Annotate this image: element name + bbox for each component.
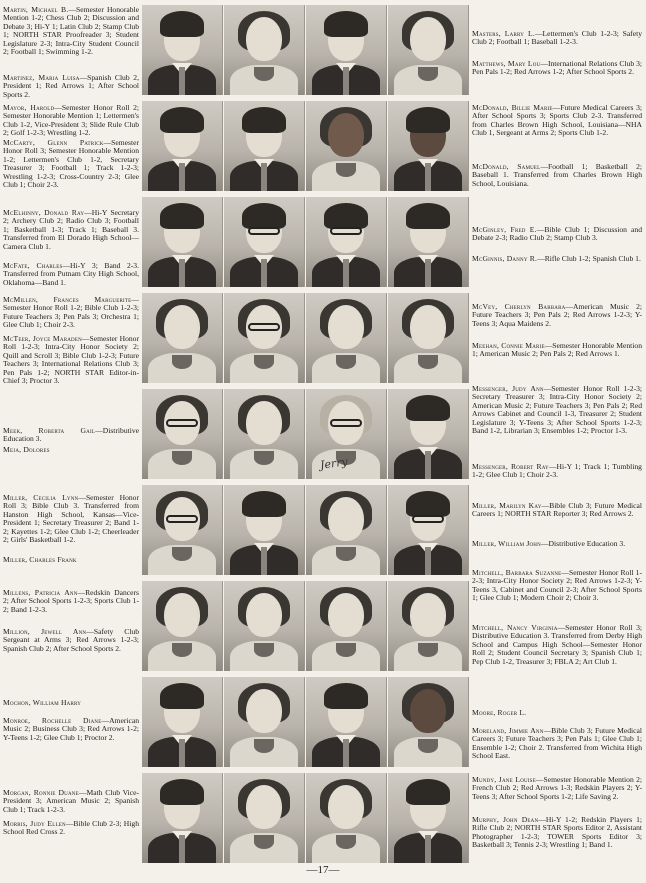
student-entry: Million, Jewell Ann—Safety Club Sergeant at Arms 3; Red Arrows 1-2-3; Spanish Club 2; After School Sports 2. [3, 627, 139, 653]
student-entry: Miller, Cecilia Lynn—Semester Honor Roll 3; Bible Club 3. Transferred from Hanston High School, Kansas—Vice-President 1; Secretary Treasurer 2; Band 1-2; Kayettes 1-2; Glee Club 1-2; Cheerleader 2; Girls' Basketball 1-2. [3, 493, 140, 545]
student-portrait [306, 101, 387, 191]
student-activities: Semester Honor Roll 2; Semester Honorable Mention 1; Lettermen's Club 1-2, Vice-President 3; Slide Rule Club 2; Golf 1-2-3; Wrestling 1-2. [3, 103, 139, 138]
student-name: McFate, Charles [3, 261, 63, 270]
student-entry: McGinnis, Danny R.—Rifle Club 1-2; Spanish Club 1. [472, 254, 641, 263]
student-entry: Monroe, Rochelle Diane—American Music 2; Business Club 3; Red Arrows 1-2; Y-Teens 1-2; Glee Club 1; Proctor 2. [3, 716, 139, 742]
student-name: McTeer, Joyce Maraden [3, 334, 82, 343]
student-activities: Semester Honorable Mention 1; American Music 2; Pen Pals 2; Red Arrows 1. [472, 341, 642, 359]
student-portrait [224, 197, 305, 287]
student-activities: Distributive Education 3. [548, 539, 626, 548]
student-portrait [142, 293, 223, 383]
student-portrait [388, 197, 469, 287]
student-activities: Future Medical Careers 3; After School Sports 3; Sports Club 2-3. Transferred from Charles Brown High School, Louisiana—NHA Club 1, Sergeant at Arms 2; Sports Club 1-2. [472, 103, 643, 138]
student-activities: Bible Club 3; Future Medical Careers 1; NORTH STAR Reporter 3; Red Arrows 2. [472, 501, 642, 519]
student-entry: Martin, Michael B.—Semester Honorable Mention 1-2; Chess Club 2; Discussion and Debate 3; Hi-Y 1; Latin Club 2; Stamp Club 1; NORTH STAR Proofreader 3; Student Legislature 2-3; Intra-City Student Council 2; Football 1; Swimming 1-2. [3, 5, 139, 57]
student-name: McCarty, Glenn Patrick [3, 138, 104, 147]
student-name: Masters, Larry L. [472, 29, 535, 38]
student-entry: McCarty, Glenn Patrick—Semester Honor Roll 3; Semester Honorable Mention 1-2; Lettermen's Club 1-2, Secretary Treasurer 3; Football 1; Track 1-2-3; Wrestling 1-2-3; Cross-Country 2-3; Glee Club 1; Choir 2-3. [3, 138, 139, 190]
student-activities: Semester Honor Roll 3; Distributive Education 3. Transferred from Derby High School and Campus High School—Semester Honor Roll 2; Student Council Secretary 3; Spanish Club 1; Pep Club 1-2, Treasurer 3; FBLA 2; Art Club 1. [472, 623, 642, 666]
portrait-row [142, 389, 468, 481]
student-activities: Bible Club 3; Future Medical Careers 3; Future Teachers 3; Pen Pals 1; Glee Club 1; Ensemble 1-2; Choir 2. Transferred from Wichita High School East. [472, 726, 642, 761]
student-portrait [142, 677, 223, 767]
student-activities: Semester Honor Roll 3; Semester Honorable Mention 1-2; Lettermen's Club 1-2, Secretary Treasurer 3; Football 1; Track 1-2-3; Wrestling 1-2-3; Cross-Country 2-3; Glee Club 1; Choir 2-3. [3, 138, 139, 190]
student-entry: Meek, Roberta Gail—Distributive Education 3. [3, 426, 139, 444]
student-activities: Semester Honor Roll 1-2-3; Intra-City Honor Society 2; Red Arrows 1-2-3; Y-Teens 3, Cabinet and Council 2-3; After School Sports 1; Glee Club 1; Modern Choir 2; Choir 3. [472, 568, 643, 603]
student-portrait [306, 5, 387, 95]
student-portrait [142, 389, 223, 479]
student-activities: Bible Club 1; Discussion and Debate 2-3; Radio Club 2; Stamp Club 3. [472, 225, 643, 243]
student-name: Millens, Patricia Ann [3, 588, 78, 597]
student-portrait [388, 5, 469, 95]
student-activities: Football 1; Basketball 2; Baseball 1. Transferred from Charles Brown High School, Louisiana. [472, 162, 642, 188]
student-name: Martin, Michael B. [3, 5, 69, 14]
student-portrait [142, 773, 223, 863]
student-portrait [388, 293, 469, 383]
portrait-row [142, 5, 468, 97]
portrait-row [142, 773, 468, 865]
student-entry: Morgan, Ronnie Duane—Math Club Vice-President 3; American Music 2; Spanish Club 1; Track 1-2-3. [3, 788, 139, 814]
student-name: Matthews, Mary Lou [472, 59, 541, 68]
student-name: McGinnis, Danny R. [472, 254, 538, 263]
student-name: Morris, Judy Ellen [3, 819, 66, 828]
student-portrait [224, 101, 305, 191]
student-name: Monroe, Rochelle Diane [3, 716, 102, 725]
student-name: Moreland, Jimmie Ann [472, 726, 544, 735]
student-entry: McFate, Charles—Hi-Y 3; Band 2-3. Transferred from Putnam City High School, Oklahoma—Band 1. [3, 261, 139, 287]
student-activities: American Music 2; Business Club 3; Red Arrows 1-2; Y-Teens 1-2; Glee Club 1; Proctor 2. [3, 716, 139, 742]
student-activities: Math Club Vice-President 3; American Music 2; Spanish Club 1; Track 1-2-3. [3, 788, 139, 814]
portrait-row [142, 485, 468, 577]
student-name: Mitchell, Barbara Suzanne [472, 568, 562, 577]
student-activities: Hi-Y 1-2; Redskin Players 1; Rifle Club 2; NORTH STAR Sports Editor 2, Assistant Photographer 1-2-3; TOWER Sports Editor 3; Basketball 3; Tennis 2-3; Wrestling 1; Band 1. [472, 815, 642, 850]
student-entry: Morris, Judy Ellen—Bible Club 2-3; High School Red Cross 2. [3, 819, 139, 837]
student-name: Messenger, Judy Ann [472, 384, 544, 393]
student-entry [3, 556, 139, 564]
student-name: McVey, Cherlyn Barbara [472, 302, 566, 311]
student-entry: McTeer, Joyce Maraden—Semester Honor Roll 1-2-3; Intra-City Honor Society 2; Quill and Scroll 3; Bible Club 1-2-3; Future Teachers 3; International Relations Club 3; Pen Pals 1-2; NORTH STAR Editor-in-Chief 3; Proctor 3. [3, 334, 140, 386]
student-portrait [142, 101, 223, 191]
student-portrait [388, 389, 469, 479]
student-activities: Hi-Y Secretary 2; Archery Club 2; Radio Club 3; Football 1; Basketball 1-3; Track 1; Baseball 3. Transferred from El Dorado High School—Camera Club 1. [3, 208, 139, 251]
student-portrait [224, 293, 305, 383]
student-name: Meek, Roberta Gail [3, 426, 96, 435]
student-entry: Messenger, Robert Ray—Hi-Y 1; Track 1; Tumbling 1-2; Glee Club 1; Choir 2-3. [472, 462, 642, 480]
student-activities: Semester Honor Roll 1-2; Bible Club 1-2-3; Future Teachers 3; Pen Pals 3; Orchestra 1; Glee Club 1; Choir 2-3. [3, 303, 139, 330]
handwritten-signature: Jerry [319, 455, 349, 472]
student-name: Miller, William John [472, 539, 541, 548]
student-portrait [388, 581, 469, 671]
student-name: McDonald, Samuel [472, 162, 541, 171]
student-entry: Messenger, Judy Ann—Semester Honor Roll 1-2-3; Secretary Treasurer 3; Intra-City Honor Society 2; American Music 2; Future Teachers 3; Pen Pals 2; Red Arrows Cabinet and Council 1-3, Treasurer 2; Student Legislature 3; Y-Teens 3; After School Sports 1-2-3; Band 1-2, Librarian 3; Ensembles 1-2; Proctor 1-3. [472, 384, 643, 436]
student-entry: Mayor, Harold—Semester Honor Roll 2; Semester Honorable Mention 1; Lettermen's Club 1-2, Vice-President 3; Slide Rule Club 2; Golf 1-2-3; Wrestling 1-2. [3, 103, 139, 138]
portrait-row [142, 197, 468, 289]
portrait-row [142, 677, 468, 769]
student-name: McElhinny, Donald Ray [3, 208, 85, 217]
student-name: Mayor, Harold [3, 103, 55, 112]
student-portrait [306, 197, 387, 287]
student-activities: Hi-Y 1; Track 1; Tumbling 1-2; Glee Club 1; Choir 2-3. [472, 462, 642, 480]
student-name: Million, Jewell Ann [3, 627, 87, 636]
student-name: Miller, Cecilia Lynn [3, 493, 79, 502]
student-activities: Semester Honor Roll 1-2-3; Secretary Treasurer 3; Intra-City Honor Society 2; American Music 2; Future Teachers 3; Pen Pals 2; Red Arrows Cabinet and Council 1-3, Treasurer 2; Student Legislature 3; Y-Teens 3; After School Sports 1-2-3; Band 1-2, Librarian 3; Ensembles 1-2; Proctor 1-3. [472, 384, 643, 436]
student-activities: Spanish Club 2, President 1; Red Arrows 1; After School Sports 2. [3, 73, 140, 99]
student-portrait [224, 5, 305, 95]
student-entry: Meehan, Connie Marie—Semester Honorable Mention 1; American Music 2; Pen Pals 2; Red Arrows 1. [472, 341, 642, 359]
student-activities: Semester Honorable Mention 1-2; Chess Club 2; Discussion and Debate 3; Hi-Y 1; Latin Club 2; Stamp Club 1; NORTH STAR Proofreader 3; Student Legislature 2-3; Intra-City Student Council 2; Football 1; Swimming 1-2. [3, 5, 139, 57]
student-activities: Redskin Dancers 2; After School Sports 1-2-3; Sports Club 1-2; Band 1-2-3. [3, 588, 139, 614]
student-activities: Hi-Y 3; Band 2-3. Transferred from Putnam City High School, Oklahoma—Band 1. [3, 261, 139, 287]
student-entry: McElhinny, Donald Ray—Hi-Y Secretary 2; Archery Club 2; Radio Club 3; Football 1; Basketball 1-3; Track 1; Baseball 3. Transferred from El Dorado High School—Camera Club 1. [3, 208, 139, 251]
student-portrait [306, 293, 387, 383]
student-entry: Matthews, Mary Lou—International Relations Club 3; Pen Pals 1-2; Red Arrows 1-2; After School Sports 2. [472, 59, 642, 77]
student-entry: Miller, Marilyn Kay—Bible Club 3; Future Medical Careers 1; NORTH STAR Reporter 3; Red Arrows 2. [472, 501, 642, 519]
student-portrait [224, 677, 305, 767]
student-entry: Murphy, John Dean—Hi-Y 1-2; Redskin Players 1; Rifle Club 2; NORTH STAR Sports Editor 2, Assistant Photographer 1-2-3; TOWER Sports Editor 3; Basketball 3; Tennis 2-3; Wrestling 1; Band 1. [472, 815, 642, 850]
student-entry: McDonald, Samuel—Football 1; Basketball 2; Baseball 1. Transferred from Charles Brown High School, Louisiana. [472, 162, 642, 188]
student-name: Meja, Dolores [3, 445, 50, 454]
portrait-grid [142, 5, 468, 863]
student-portrait [224, 581, 305, 671]
student-activities: Semester Honor Roll 1-2-3; Intra-City Honor Society 2; Quill and Scroll 3; Bible Club 1-2-3; Future Teachers 3; International Relations Club 3; Pen Pals 1-2; NORTH STAR Editor-in-Chief 3; Proctor 3. [3, 334, 140, 386]
student-activities: International Relations Club 3; Pen Pals 1-2; Red Arrows 1-2; After School Sports 2. [472, 59, 642, 77]
student-entry: Mundy, Jane Louise—Semester Honorable Mention 2; French Club 2; Red Arrows 1-3; Redskin Players 2; Y-Teens 3; After School Sports 1-2; Life Saving 2. [472, 775, 642, 801]
student-name: Mitchell, Nancy Virginia [472, 623, 558, 632]
student-entry: Millens, Patricia Ann—Redskin Dancers 2; After School Sports 1-2-3; Sports Club 1-2; Band 1-2-3. [3, 588, 139, 614]
student-activities: American Music 2; Future Teachers 3; Pen Pals 2; Red Arrows 1-2-3; Y-Teens 3; Aqua Maidens 2. [472, 302, 642, 328]
student-portrait [388, 773, 469, 863]
student-activities: Bible Club 2-3; High School Red Cross 2. [3, 819, 139, 837]
student-name: Moore, Roger L. [472, 708, 527, 717]
student-name: McDonald, Billie Marie [472, 103, 553, 112]
student-entry [3, 446, 139, 454]
student-name: Messenger, Robert Ray [472, 462, 549, 471]
student-entry: Masters, Larry L.—Lettermen's Club 1-2-3; Safety Club 2; Football 1; Baseball 1-2-3. [472, 29, 642, 47]
student-name: Mochon, William Harry [3, 698, 82, 707]
student-name: Murphy, John Dean [472, 815, 539, 824]
student-portrait [306, 773, 387, 863]
student-portrait [388, 101, 469, 191]
student-entry: Mitchell, Barbara Suzanne—Semester Honor Roll 1-2-3; Intra-City Honor Society 2; Red Arrows 1-2-3; Y-Teens 3, Cabinet and Council 2-3; After School Sports 1; Glee Club 1; Modern Choir 2; Choir 3. [472, 568, 643, 603]
student-name: Meehan, Connie Marie [472, 341, 545, 350]
student-name: Mundy, Jane Louise [472, 775, 536, 784]
student-entry: McDonald, Billie Marie—Future Medical Careers 3; After School Sports 3; Sports Club 2-3. Transferred from Charles Brown High School, Louisiana—NHA Club 1, Sergeant at Arms 2; Sports Club 1-2. [472, 103, 643, 138]
student-entry: Mitchell, Nancy Virginia—Semester Honor Roll 3; Distributive Education 3. Transferred from Derby High School and Campus High School—Semester Honor Roll 2; Student Council Secretary 3; Spanish Club 1; Pep Club 1-2, Treasurer 3; FBLA 2; Art Club 1. [472, 623, 642, 666]
portrait-row [142, 581, 468, 673]
student-entry: Miller, William John—Distributive Education 3. [472, 539, 626, 548]
student-portrait [306, 581, 387, 671]
student-portrait [142, 5, 223, 95]
student-activities: Safety Club Sergeant at Arms 3; Red Arrows 1-2-3; Spanish Club 2; After School Sports 2. [3, 627, 139, 653]
student-name: Miller, Marilyn Kay [472, 501, 542, 510]
student-portrait [142, 197, 223, 287]
portrait-row [142, 101, 468, 193]
portrait-row [142, 293, 468, 385]
student-entry [3, 699, 139, 707]
student-entry: McMillen, Frances Marguerite—Semester Honor Roll 1-2; Bible Club 1-2-3; Future Teachers 3; Pen Pals 3; Orchestra 1; Glee Club 1; Choir 2-3. [3, 295, 139, 330]
student-entry: McGinley, Fred E.—Bible Club 1; Discussion and Debate 2-3; Radio Club 2; Stamp Club 3. [472, 225, 643, 243]
student-activities: Semester Honorable Mention 2; French Club 2; Red Arrows 1-3; Redskin Players 2; Y-Teens 3; After School Sports 1-2; Life Saving 2. [472, 775, 642, 801]
student-name: Morgan, Ronnie Duane [3, 788, 79, 797]
student-activities: Semester Honor Roll 3; Bible Club 3. Transferred from Hanston High School, Kansas—Vice-President 1; Secretary Treasurer 2; Band 1-2; Kayettes 1-2; Glee Club 1-2; Cheerleader 2; Girls' Basketball 1-2. [3, 493, 140, 545]
student-entry: Martinez, Maria Luisa—Spanish Club 2, President 1; Red Arrows 1; After School Sports 2. [3, 73, 140, 99]
student-name: Martinez, Maria Luisa [3, 73, 80, 82]
student-activities: Lettermen's Club 1-2-3; Safety Club 2; Football 1; Baseball 1-2-3. [472, 29, 642, 47]
student-entry: Moreland, Jimmie Ann—Bible Club 3; Future Medical Careers 3; Future Teachers 3; Pen Pals 1; Glee Club 1; Ensemble 1-2; Choir 2. Transferred from Wichita High School East. [472, 726, 642, 761]
student-portrait [142, 581, 223, 671]
student-portrait [142, 485, 223, 575]
student-entry [472, 709, 642, 717]
student-portrait [224, 773, 305, 863]
student-portrait [306, 677, 387, 767]
student-portrait [306, 485, 387, 575]
student-name: Miller, Charles Frank [3, 555, 77, 564]
student-entry: McVey, Cherlyn Barbara—American Music 2; Future Teachers 3; Pen Pals 2; Red Arrows 1-2-3; Y-Teens 3; Aqua Maidens 2. [472, 302, 642, 328]
student-activities: Distributive Education 3. [3, 426, 139, 444]
student-portrait [388, 677, 469, 767]
page-number: —17— [306, 864, 340, 876]
student-name: McGinley, Fred E. [472, 225, 537, 234]
student-portrait [224, 389, 305, 479]
student-name: McMillen, Frances Marguerite [3, 295, 132, 304]
student-portrait [224, 485, 305, 575]
student-portrait [388, 485, 469, 575]
student-activities: Rifle Club 1-2; Spanish Club 1. [544, 254, 641, 263]
